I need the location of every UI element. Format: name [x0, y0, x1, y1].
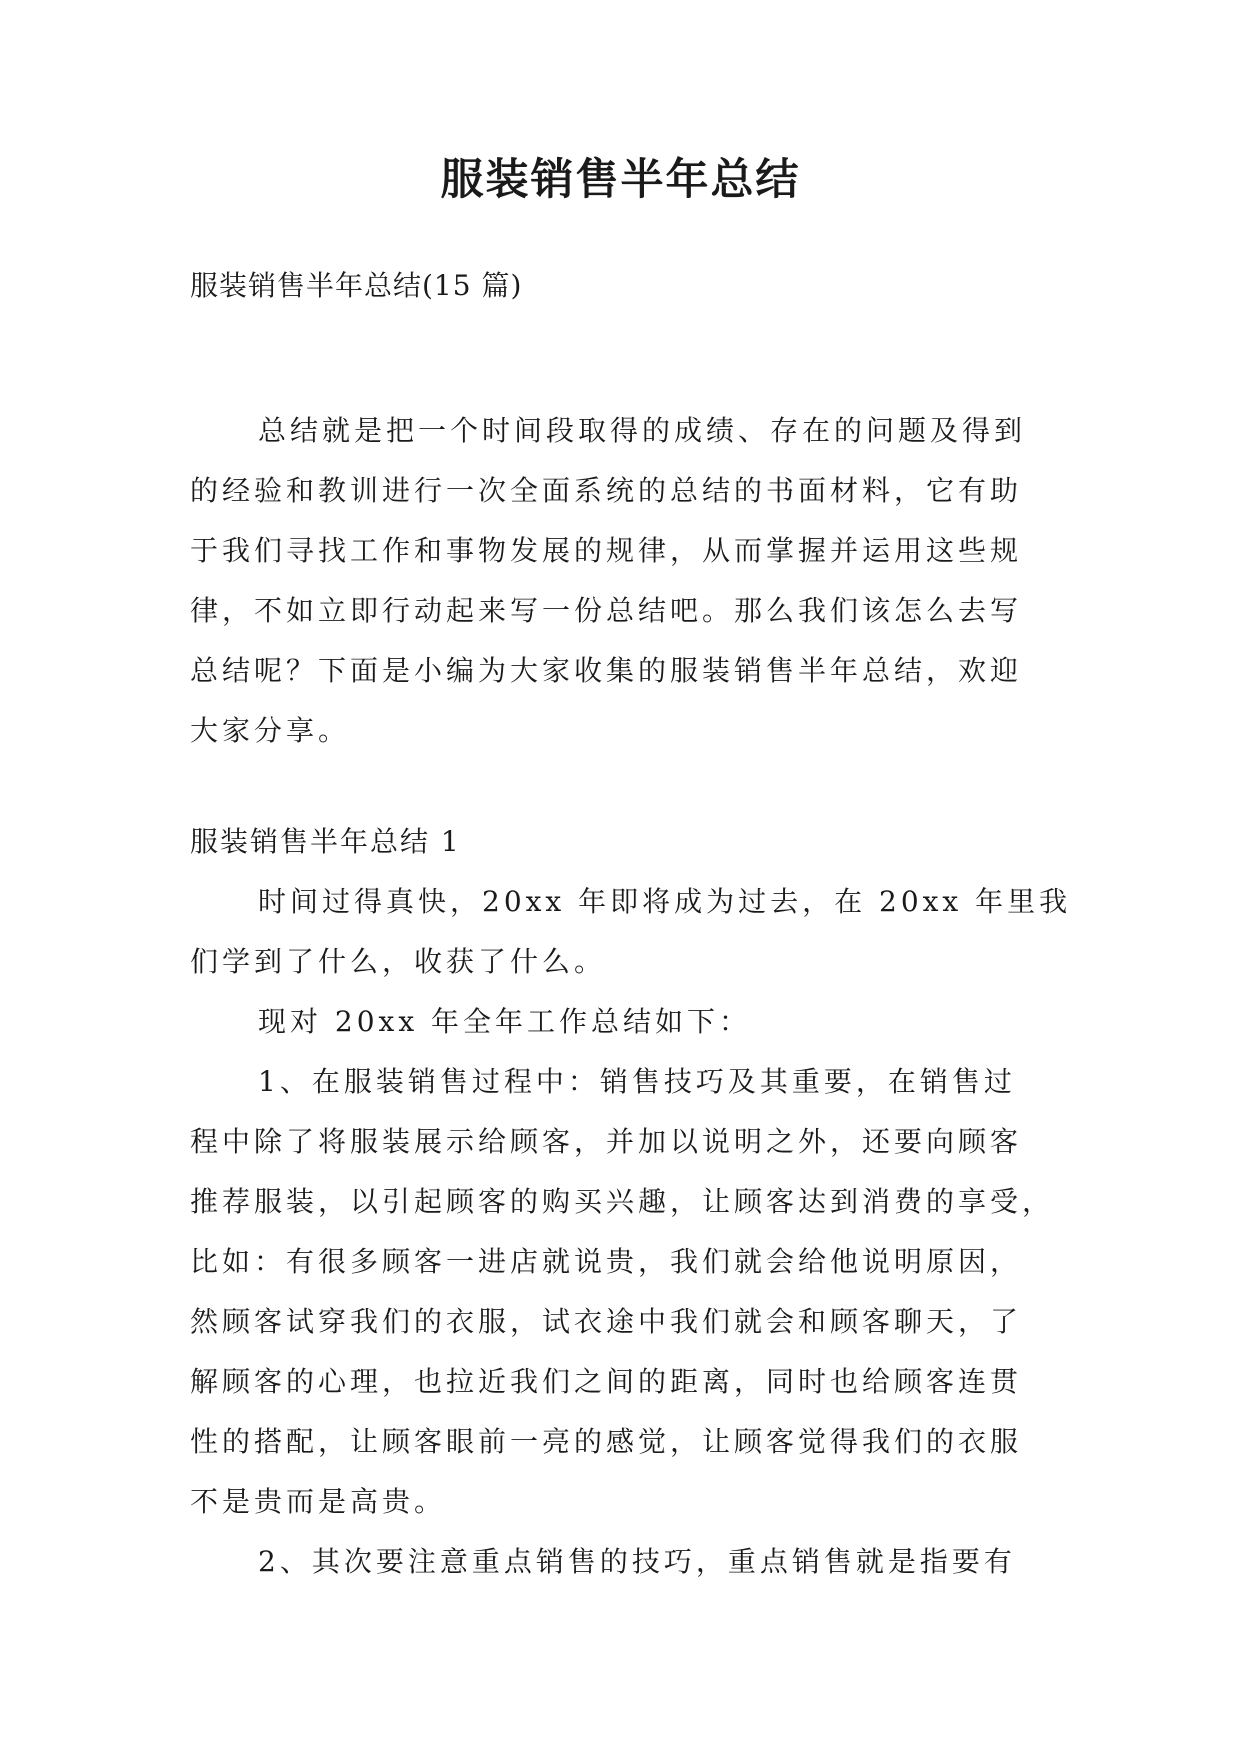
body-line: 现对 20xx 年全年工作总结如下：	[258, 1005, 752, 1038]
intro-line: 律，不如立即行动起来写一份总结吧。那么我们该怎么去写	[190, 594, 1023, 627]
document-title: 服装销售半年总结	[440, 155, 801, 205]
intro-line: 的经验和教训进行一次全面系统的总结的书面材料，它有助	[190, 474, 1023, 507]
body-line: 们学到了什么，收获了什么。	[190, 945, 607, 978]
intro-line: 总结就是把一个时间段取得的成绩、存在的问题及得到	[258, 414, 1027, 447]
body-line: 时间过得真快，20xx 年即将成为过去，在 20xx 年里我	[258, 885, 1072, 918]
body-line: 比如：有很多顾客一进店就说贵，我们就会给他说明原因，	[190, 1245, 1023, 1278]
intro-line: 于我们寻找工作和事物发展的规律，从而掌握并运用这些规	[190, 534, 1023, 567]
document-subtitle: 服装销售半年总结(15 篇)	[190, 269, 523, 302]
section-body	[190, 872, 1072, 1592]
body-line: 程中除了将服装展示给顾客，并加以说明之外，还要向顾客	[190, 1125, 1023, 1158]
body-line: 性的搭配，让顾客眼前一亮的感觉，让顾客觉得我们的衣服	[190, 1425, 1023, 1458]
intro-paragraph	[190, 401, 1058, 761]
body-line: 然顾客试穿我们的衣服，试衣途中我们就会和顾客聊天，了	[190, 1305, 1023, 1338]
body-line: 2、其次要注意重点销售的技巧，重点销售就是指要有	[258, 1545, 1016, 1578]
intro-line: 总结呢？下面是小编为大家收集的服装销售半年总结，欢迎	[190, 654, 1023, 687]
body-line: 不是贵而是高贵。	[190, 1485, 447, 1518]
section-heading: 服装销售半年总结 1	[190, 825, 461, 858]
body-line: 1、在服装销售过程中：销售技巧及其重要，在销售过	[258, 1065, 1016, 1098]
body-line: 推荐服装，以引起顾客的购买兴趣，让顾客达到消费的享受，	[190, 1185, 1055, 1218]
body-line: 解顾客的心理，也拉近我们之间的距离，同时也给顾客连贯	[190, 1365, 1023, 1398]
intro-line: 大家分享。	[190, 714, 351, 747]
